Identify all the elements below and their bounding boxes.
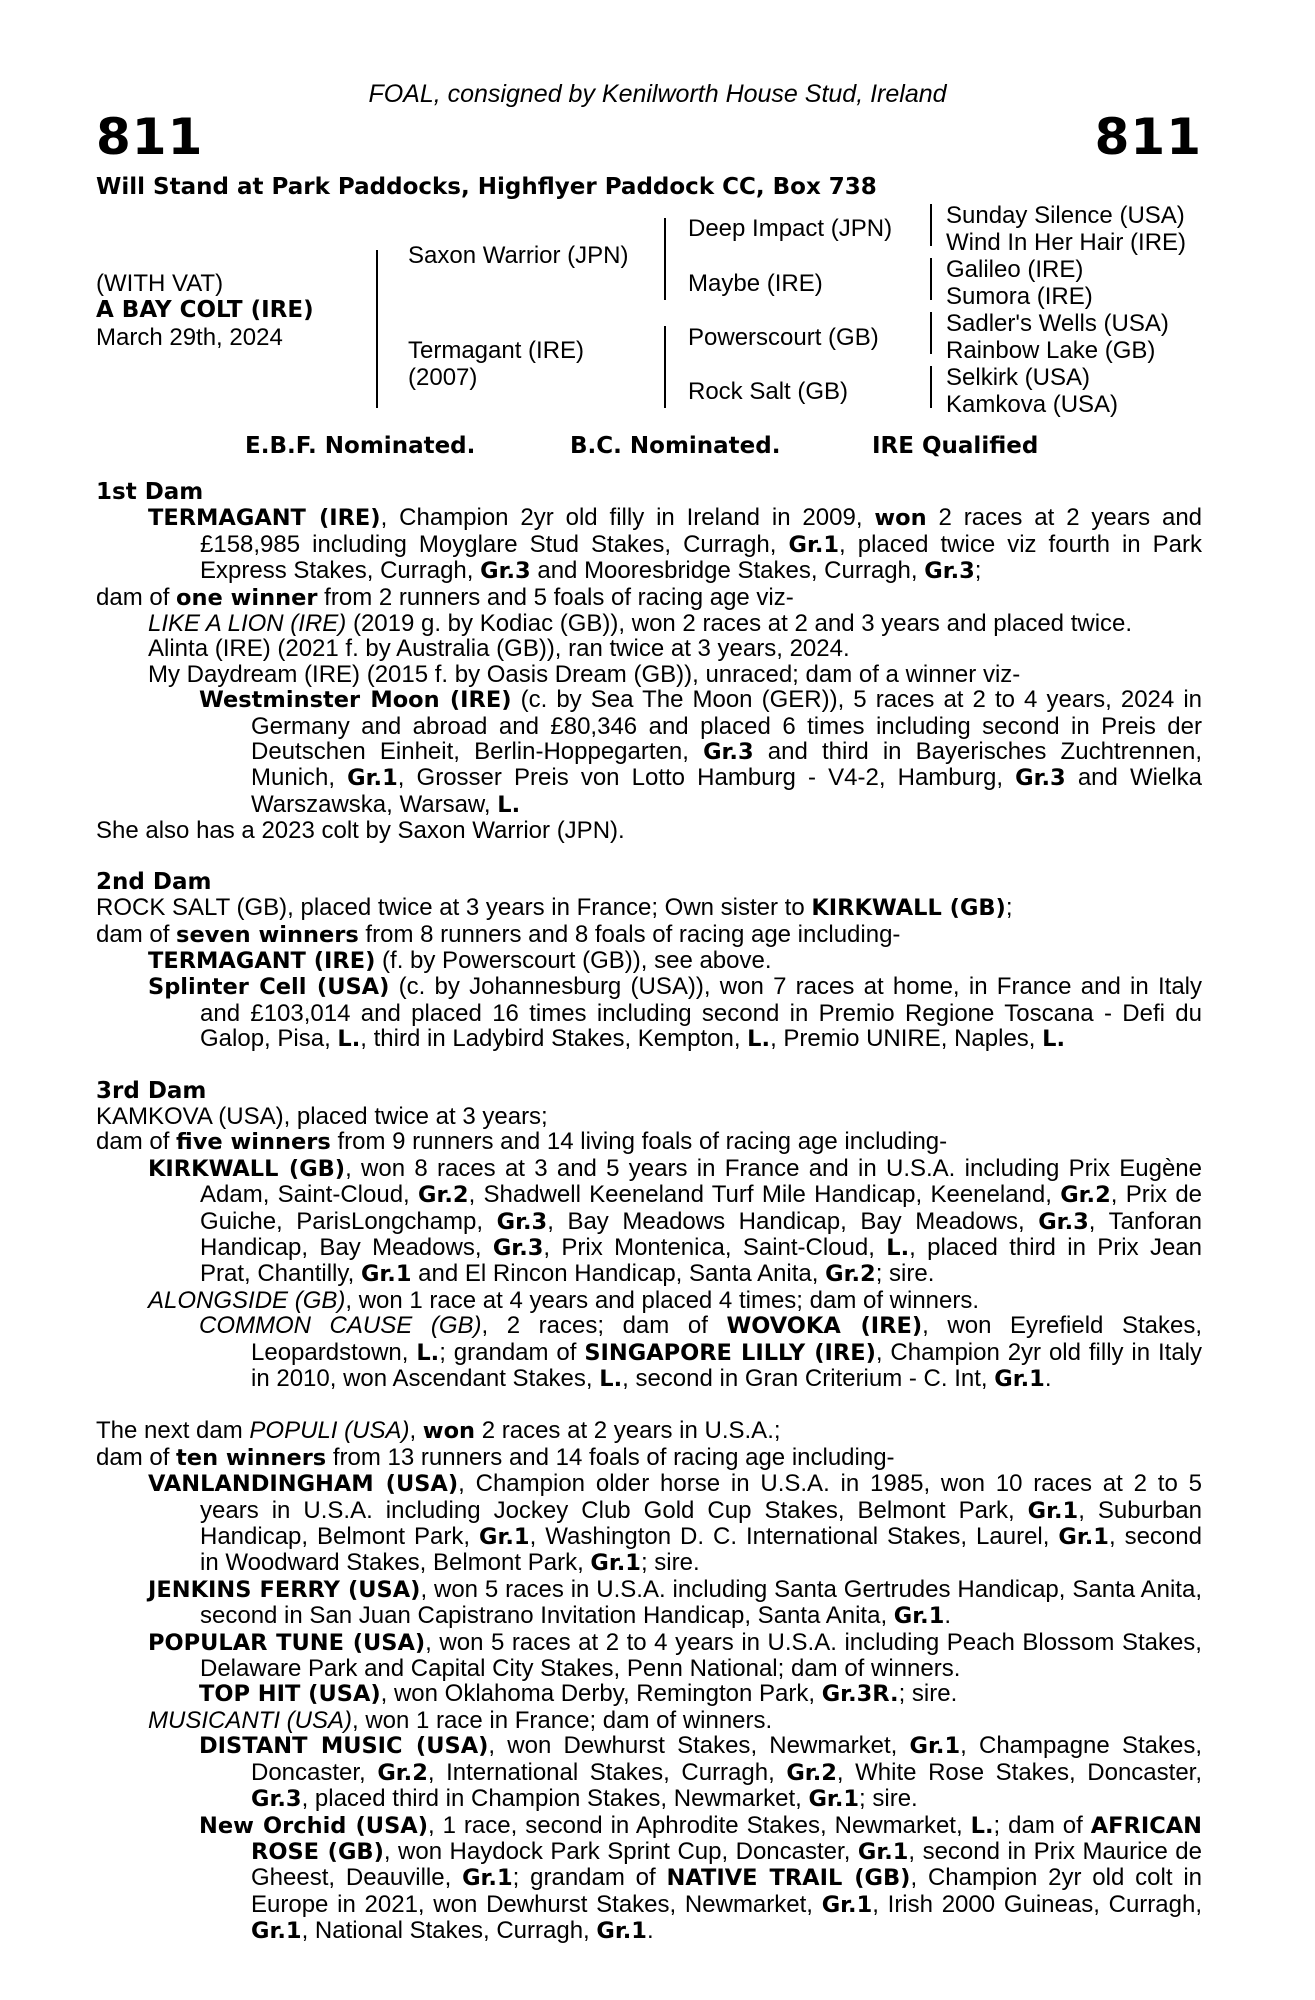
horse-name: A BAY COLT (IRE) — [96, 297, 314, 323]
produce-entry: My Daydream (IRE) (2015 f. by Oasis Dream (GB)), unraced; dam of a winner viz- — [148, 660, 1021, 688]
sire-sire-dam: Wind In Her Hair (IRE) — [946, 229, 1187, 256]
produce-summary: dam of one winner from 2 runners and 5 foals of racing age viz- — [96, 583, 794, 611]
produce-entry: MUSICANTI (USA), won 1 race in France; dam of winners. — [148, 1706, 773, 1734]
bc-nomination: B.C. Nominated. — [570, 433, 781, 459]
sire-dam-dam: Sumora (IRE) — [946, 283, 1093, 310]
pedigree-brace — [930, 312, 932, 354]
dam-entry: ROCK SALT (GB), placed twice at 3 years in France; Own sister to KIRKWALL (GB); — [96, 894, 1013, 922]
sire-dam: Maybe (IRE) — [688, 270, 823, 297]
produce-entry: KIRKWALL (GB), won 8 races at 3 and 5 years in France and in U.S.A. including Prix Eugène Adam, Saint-Cloud, Gr.2, Shadwell Keeneland Turf Mile Handicap, Keeneland, Gr.2, Prix de Guiche, ParisLongchamp, Gr.3, Bay Meadows Handicap, Bay Meadows, Gr.3, Tanforan Handicap, Bay Meadows, Gr.3, Prix Montenica, Saint-Cloud, L., placed third in Prix Jean Prat, Chantilly, Gr.1 and El Rincon Handicap, Santa Anita, Gr.2; sire. — [148, 1154, 1203, 1288]
pedigree-brace — [930, 204, 932, 246]
consignment-line: FOAL, consigned by Kenilworth House Stud, Ireland — [368, 80, 947, 108]
dam-sire: Powerscourt (GB) — [688, 324, 879, 351]
stand-location: Will Stand at Park Paddocks, Highflyer Paddock CC, Box 738 — [96, 174, 877, 200]
dam-entry: TERMAGANT (IRE), Champion 2yr old filly in Ireland in 2009, won 2 races at 2 years and £158,985 including Moyglare Stud Stakes, Curragh, Gr.1, placed twice viz fourth in Park Express Stakes, Curragh, Gr.3 and Mooresbridge Stakes, Curragh, Gr.3; — [148, 504, 1203, 585]
pedigree-brace — [930, 366, 932, 408]
produce-entry: Westminster Moon (IRE) (c. by Sea The Moon (GER)), 5 races at 2 to 4 years, 2024 in Germany and abroad and £80,346 and placed 6 times including second in Preis der Deutschen Einheit, Berlin-Hoppegarten, Gr.3 and third in Bayerisches Zuchtrennen, Munich, Gr.1, Grosser Preis von Lotto Hamburg - V4-2, Hamburg, Gr.3 and Wielka Warszawska, Warsaw, L. — [199, 686, 1203, 818]
produce-entry: LIKE A LION (IRE) (2019 g. by Kodiac (GB)), won 2 races at 2 and 3 years and placed twice. — [148, 610, 1133, 638]
dam-sire-dam: Rainbow Lake (GB) — [946, 337, 1156, 364]
pedigree-brace — [930, 258, 932, 300]
vat-note: (WITH VAT) — [96, 270, 224, 297]
sire-sire-sire: Sunday Silence (USA) — [946, 202, 1185, 229]
ebf-nomination: E.B.F. Nominated. — [245, 433, 476, 459]
pedigree-brace — [664, 326, 666, 408]
ire-qualified: IRE Qualified — [872, 433, 1039, 459]
pedigree-brace — [376, 250, 378, 408]
produce-entry: TOP HIT (USA), won Oklahoma Derby, Remington Park, Gr.3R.; sire. — [199, 1680, 958, 1708]
section-heading: 3rd Dam — [96, 1077, 207, 1104]
sire: Saxon Warrior (JPN) — [408, 242, 629, 269]
dam-entry: KAMKOVA (USA), placed twice at 3 years; — [96, 1102, 548, 1130]
produce-summary: dam of five winners from 9 runners and 14 living foals of racing age including- — [96, 1128, 948, 1156]
produce-entry: TERMAGANT (IRE) (f. by Powerscourt (GB)), see above. — [148, 946, 772, 974]
lot-number-right: 811 — [1094, 108, 1202, 166]
horse-dob: March 29th, 2024 — [96, 324, 283, 351]
dam: Termagant (IRE) — [408, 337, 585, 364]
dam-dam-dam: Kamkova (USA) — [946, 391, 1119, 418]
sire-dam-sire: Galileo (IRE) — [946, 256, 1084, 283]
produce-entry: JENKINS FERRY (USA), won 5 races in U.S.A. including Santa Gertrudes Handicap, Santa Anita, second in San Juan Capistrano Invitation Handicap, Santa Anita, Gr.1. — [148, 1575, 1202, 1630]
dam-sire-sire: Sadler's Wells (USA) — [946, 310, 1169, 337]
dam-dam-sire: Selkirk (USA) — [946, 364, 1091, 391]
dam-dam: Rock Salt (GB) — [688, 378, 849, 405]
produce-note: She also has a 2023 colt by Saxon Warrior (JPN). — [96, 817, 625, 845]
dam-entry: The next dam POPULI (USA), won 2 races at 2 years in U.S.A.; — [96, 1417, 781, 1445]
produce-entry: New Orchid (USA), 1 race, second in Aphrodite Stakes, Newmarket, L.; dam of AFRICAN ROSE (GB), won Haydock Park Sprint Cup, Doncaster, Gr.1, second in Prix Maurice de Gheest, Deauville, Gr.1; grandam of NATIVE TRAIL (GB), Champion 2yr old colt in Europe in 2021, won Dewhurst Stakes, Newmarket, Gr.1, Irish 2000 Guineas, Curragh, Gr.1, National Stakes, Curragh, Gr.1. — [199, 1811, 1203, 1945]
produce-entry: Alinta (IRE) (2021 f. by Australia (GB)), ran twice at 3 years, 2024. — [148, 635, 850, 663]
produce-entry: COMMON CAUSE (GB), 2 races; dam of WOVOKA (IRE), won Eyrefield Stakes, Leopardstown, L.; grandam of SINGAPORE LILLY (IRE), Champion 2yr old filly in Italy in 2010, won Ascendant Stakes, L., second in Gran Criterium - C. Int, Gr.1. — [199, 1312, 1203, 1392]
produce-entry: ALONGSIDE (GB), won 1 race at 4 years and placed 4 times; dam of winners. — [148, 1286, 980, 1314]
produce-entry: VANLANDINGHAM (USA), Champion older horse in U.S.A. in 1985, won 10 races at 2 to 5 years in U.S.A. including Jockey Club Gold Cup Stakes, Belmont Park, Gr.1, Suburban Handicap, Belmont Park, Gr.1, Washington D. C. International Stakes, Laurel, Gr.1, second in Woodward Stakes, Belmont Park, Gr.1; sire. — [148, 1470, 1203, 1577]
produce-summary: dam of seven winners from 8 runners and 8 foals of racing age including- — [96, 920, 901, 948]
catalogue-body — [96, 480, 1202, 1945]
lot-number-left: 811 — [96, 108, 204, 166]
produce-summary: dam of ten winners from 13 runners and 14 foals of racing age including- — [96, 1443, 895, 1471]
dam-year: (2007) — [408, 364, 478, 391]
produce-entry: DISTANT MUSIC (USA), won Dewhurst Stakes, Newmarket, Gr.1, Champagne Stakes, Doncaster, Gr.2, International Stakes, Curragh, Gr.2, White Rose Stakes, Doncaster, Gr.3, placed third in Champion Stakes, Newmarket, Gr.1; sire. — [199, 1732, 1202, 1813]
section-heading: 2nd Dam — [96, 868, 212, 895]
produce-entry: Splinter Cell (USA) (c. by Johannesburg (USA)), won 7 races at home, in France and in Italy and £103,014 and placed 16 times including second in Premio Regione Toscana - Defi du Galop, Pisa, L., third in Ladybird Stakes, Kempton, L., Premio UNIRE, Naples, L. — [148, 973, 1202, 1053]
produce-entry: POPULAR TUNE (USA), won 5 races at 2 to 4 years in U.S.A. including Peach Blossom Stakes, Delaware Park and Capital City Stakes, Penn National; dam of winners. — [148, 1628, 1202, 1683]
section-heading: 1st Dam — [96, 479, 204, 505]
sire-sire: Deep Impact (JPN) — [688, 215, 893, 242]
pedigree-brace — [664, 218, 666, 300]
